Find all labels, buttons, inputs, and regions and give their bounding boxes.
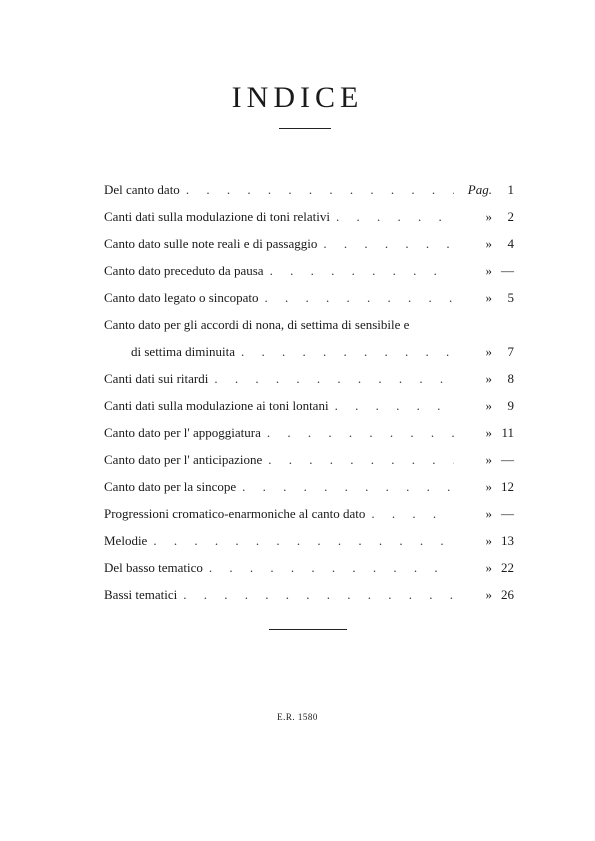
dot-leader: [267, 419, 454, 446]
toc-entry-page: —: [501, 452, 514, 467]
toc-entry-label: Canti dati sui ritardi: [104, 371, 209, 386]
toc-entry[interactable]: [104, 392, 514, 419]
dot-leader: [242, 473, 454, 500]
toc-entry-page: —: [501, 506, 514, 521]
toc-entry-page: 4: [507, 236, 514, 251]
toc-entry[interactable]: [104, 554, 514, 581]
toc-entry-prefix: Pag.: [467, 182, 492, 197]
toc-entry[interactable]: [104, 527, 514, 554]
toc-entry-label-cont: di settima diminuita: [131, 344, 235, 359]
toc-entry-prefix: »: [485, 344, 492, 359]
toc-entry-page: 11: [501, 425, 514, 440]
publisher-code: E.R. 1580: [277, 712, 318, 722]
toc-entry-label: Canti dati sulla modulazione di toni relativi: [104, 209, 331, 224]
closing-rule: [269, 629, 347, 630]
toc-entry[interactable]: [104, 284, 514, 311]
toc-entry-label: Canto dato legato o sincopato: [104, 290, 259, 305]
toc-entry-page: 9: [507, 398, 514, 413]
toc-entry[interactable]: [104, 446, 514, 473]
toc-entry-prefix: »: [485, 425, 492, 440]
dot-leader: [183, 581, 454, 608]
dot-leader: [209, 554, 454, 581]
toc-entry-prefix: »: [485, 209, 492, 224]
toc-entry-label: Del basso tematico: [104, 560, 203, 575]
toc-entry-page: 7: [507, 344, 514, 359]
toc-entry-page: 2: [507, 209, 514, 224]
toc-entry-label: Canto dato per l' anticipazione: [104, 452, 263, 467]
toc-entry-label: Melodie: [104, 533, 148, 548]
toc-entry-prefix: »: [485, 290, 492, 305]
toc-entry-prefix: »: [485, 533, 492, 548]
toc-entry-label: Canto dato per gli accordi di nona, di settima di sensibile e: [104, 317, 410, 332]
toc-entry[interactable]: [104, 419, 514, 446]
toc-entry[interactable]: [104, 230, 514, 257]
toc-entry-prefix: »: [485, 236, 492, 251]
toc-entry-prefix: »: [485, 506, 492, 521]
toc-entry-label: Canti dati sulla modulazione ai toni lontani: [104, 398, 329, 413]
toc-entry[interactable]: [104, 473, 514, 500]
toc-entry-prefix: »: [485, 587, 492, 602]
dot-leader: [186, 176, 454, 203]
toc-entry-prefix: »: [485, 479, 492, 494]
toc-entry-label: Canto dato preceduto da pausa: [104, 263, 264, 278]
toc-entry-prefix: »: [485, 398, 492, 413]
dot-leader: [214, 365, 454, 392]
page-title: INDICE: [231, 81, 364, 114]
table-of-contents: [104, 176, 514, 608]
toc-entry-label: Canto dato sulle note reali e di passaggio: [104, 236, 318, 251]
toc-entry-page: 12: [501, 479, 514, 494]
toc-entry[interactable]: [104, 365, 514, 392]
dot-leader: [153, 527, 454, 554]
toc-entry[interactable]: [104, 311, 514, 365]
toc-entry-label: Canto dato per la sincope: [104, 479, 237, 494]
toc-entry[interactable]: [104, 581, 514, 608]
dot-leader: [371, 500, 454, 527]
toc-entry-label: Progressioni cromatico-enarmoniche al canto dato: [104, 506, 366, 521]
dot-leader: [336, 203, 454, 230]
toc-entry-page: —: [501, 263, 514, 278]
toc-entry[interactable]: [104, 500, 514, 527]
toc-entry[interactable]: [104, 257, 514, 284]
toc-entry-page: 26: [501, 587, 514, 602]
dot-leader: [335, 392, 454, 419]
dot-leader: [270, 257, 454, 284]
toc-entry-label: Bassi tematici: [104, 587, 178, 602]
title-underline-rule: [279, 128, 331, 129]
toc-entry-page: 1: [507, 182, 514, 197]
toc-entry-prefix: »: [485, 263, 492, 278]
toc-entry-label: Canto dato per l' appoggiatura: [104, 425, 261, 440]
dot-leader: [323, 230, 454, 257]
toc-entry-prefix: »: [485, 452, 492, 467]
toc-entry-prefix: »: [485, 371, 492, 386]
toc-entry-continuation: [104, 338, 514, 365]
dot-leader: [268, 446, 454, 473]
toc-entry[interactable]: [104, 203, 514, 230]
toc-entry-page: 5: [507, 290, 514, 305]
toc-entry-prefix: »: [485, 560, 492, 575]
toc-entry[interactable]: [104, 176, 514, 203]
toc-entry-page: 22: [501, 560, 514, 575]
dot-leader: [265, 284, 454, 311]
toc-entry-label: Del canto dato: [104, 182, 180, 197]
toc-entry-page: 8: [507, 371, 514, 386]
toc-entry-page: 13: [501, 533, 514, 548]
dot-leader: [241, 338, 454, 365]
